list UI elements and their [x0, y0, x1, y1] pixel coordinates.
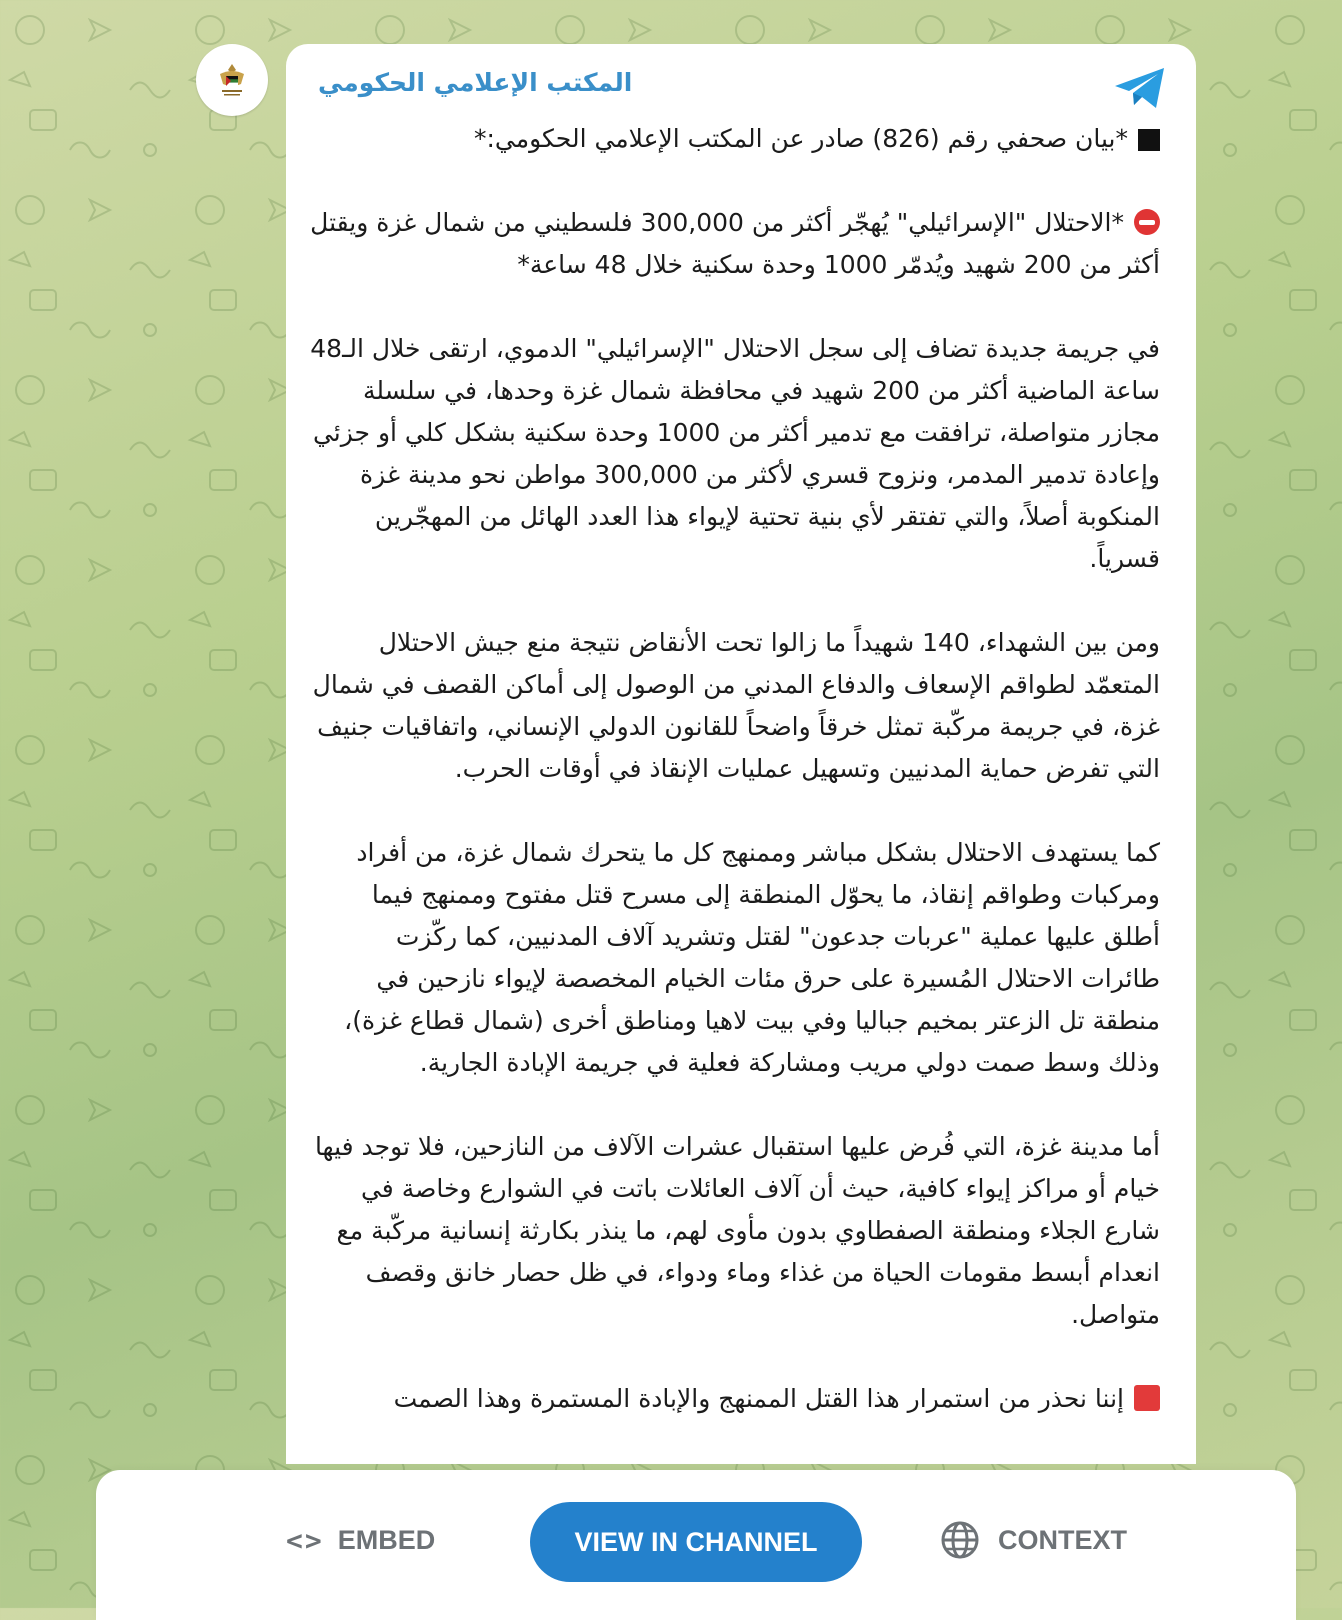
- code-brackets-icon: <>: [286, 1523, 324, 1557]
- message-warning: إننا نحذر من استمرار هذا القتل الممنهج والإبادة المستمرة وهذا الصمت: [310, 1378, 1160, 1420]
- view-in-channel-button[interactable]: VIEW IN CHANNEL: [530, 1502, 862, 1582]
- globe-icon: [940, 1520, 980, 1560]
- message-body: [310, 118, 1160, 1462]
- channel-title[interactable]: المكتب الإعلامي الحكومي: [318, 68, 633, 97]
- action-bar: [96, 1470, 1296, 1620]
- emblem-icon: [210, 58, 254, 102]
- black-square-icon: [1138, 129, 1160, 151]
- telegram-icon[interactable]: [1112, 66, 1168, 110]
- embed-label: EMBED: [337, 1524, 436, 1555]
- message-heading: *بيان صحفي رقم (826) صادر عن المكتب الإعلامي الحكومي:*: [310, 118, 1160, 160]
- context-label: CONTEXT: [998, 1524, 1128, 1555]
- embed-button[interactable]: [286, 1516, 435, 1564]
- context-button[interactable]: [940, 1516, 1127, 1564]
- channel-avatar[interactable]: [196, 44, 268, 116]
- message-headline: *الاحتلال "الإسرائيلي" يُهجّر أكثر من 300,000 فلسطيني من شمال غزة ويقتل أكثر من 200 شهيد ويُدمّر 1000 وحدة سكنية خلال 48 ساعة*: [310, 208, 1160, 279]
- red-square-icon: [1134, 1385, 1160, 1411]
- no-entry-icon: [1134, 209, 1160, 235]
- message-paragraph: ومن بين الشهداء، 140 شهيداً ما زالوا تحت الأنقاض نتيجة منع جيش الاحتلال المتعمّد لطواقم الإسعاف والدفاع المدني من الوصول إلى أماكن القصف في شمال غزة، في جريمة مركّبة تمثل خرقاً واضحاً للقانون الدولي الإنساني، واتفاقيات جنيف التي تفرض حماية المدنيين وتسهيل عمليات الإنقاذ في أوقات الحرب.: [312, 628, 1160, 783]
- message-paragraph: أما مدينة غزة، التي فُرض عليها استقبال عشرات الآلاف من النازحين، فلا توجد فيها خيام أو مراكز إيواء كافية، حيث أن آلاف العائلات باتت في الشوارع وخاصة في شارع الجلاء ومنطقة الصفطاوي بدون مأوى لهم، ما ينذر بكارثة إنسانية مركّبة مع انعدام أبسط مقومات الحياة من غذاء وماء ودواء، في ظل حصار خانق وقصف متواصل.: [314, 1132, 1160, 1329]
- message-paragraph: في جريمة جديدة تضاف إلى سجل الاحتلال "الإسرائيلي" الدموي، ارتقى خلال الـ48 ساعة الماضية أكثر من 200 شهيد في محافظة شمال غزة وحدها، في سلسلة مجازر متواصلة، ترافقت مع تدمير أكثر من 1000 وحدة سكنية بشكل كلي أو جزئي وإعادة تدمير المدمر، ونزوح قسري لأكثر من 300,000 مواطن نحو مدينة غزة المنكوبة أصلاً، والتي تفتقر لأي بنية تحتية لإيواء هذا العدد الهائل من المهجّرين قسرياً.: [310, 334, 1160, 573]
- message-card: [286, 44, 1196, 1464]
- message-paragraph: كما يستهدف الاحتلال بشكل مباشر وممنهج كل ما يتحرك شمال غزة، من أفراد ومركبات وطواقم إنقاذ، ما يحوّل المنطقة إلى مسرح قتل مفتوح وممنهج فيما أطلق عليها عملية "عربات جدعون" لقتل وتشريد آلاف المدنيين، كما ركّزت طائرات الاحتلال المُسيرة على حرق مئات الخيام المخصصة لإيواء نازحين في منطقة تل الزعتر بمخيم جباليا وفي بيت لاهيا ومناطق أخرى (شمال قطاع غزة)، وذلك وسط صمت دولي مريب ومشاركة فعلية في جريمة الإبادة الجارية.: [344, 838, 1160, 1077]
